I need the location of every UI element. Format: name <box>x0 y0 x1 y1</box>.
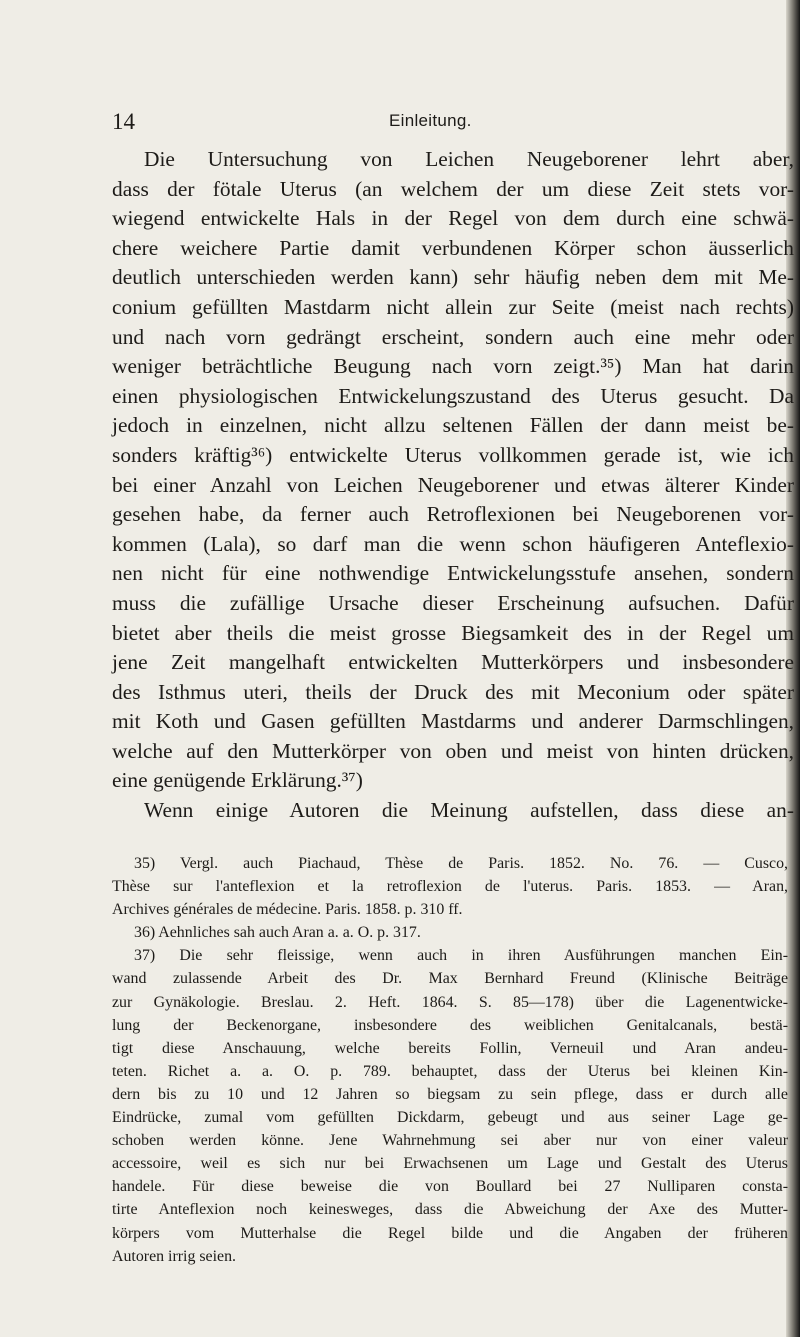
body-line: Wenn einige Autoren die Meinung aufstellen, dass diese an- <box>144 798 794 823</box>
footnote-line: zur Gynäkologie. Breslau. 2. Heft. 1864. S. 85—178) über die Lagenentwicke- <box>112 993 788 1011</box>
footnote-line: Eindrücke, zumal vom gefüllten Dickdarm, gebeugt und aus seiner Lage ge- <box>112 1109 788 1127</box>
body-line: welche auf den Mutterkörper von oben und meist von hinten drücken, <box>112 738 794 763</box>
footnote-line: tigt diese Anschauung, welche bereits Follin, Verneuil und Aran andeu- <box>112 1039 788 1057</box>
body-text <box>112 145 794 826</box>
body-line: nen nicht für eine nothwendige Entwickelungsstufe ansehen, sondern <box>112 561 794 586</box>
body-line: conium gefüllten Mastdarm nicht allein zur Seite (meist nach rechts) <box>112 294 794 319</box>
footnote-line: schoben werden könne. Jene Wahrnehmung sei aber nur von einer valeur <box>112 1132 788 1150</box>
footnote-line: tirte Anteflexion noch keinesweges, dass die Abweichung der Axe des Mutter- <box>112 1201 788 1219</box>
running-head: Einleitung. <box>389 111 472 130</box>
footnote-line: Thèse sur l'anteflexion et la retroflexion de l'uterus. Paris. 1853. — Aran, <box>112 878 788 896</box>
body-line: Die Untersuchung von Leichen Neugeborener lehrt aber, <box>144 147 794 171</box>
footnote-line: körpers vom Mutterhalse die Regel bilde und die Angaben der früheren <box>112 1224 788 1242</box>
body-line: gesehen habe, da ferner auch Retroflexionen bei Neugeborenen vor- <box>112 502 794 527</box>
body-line: eine genügende Erklärung.³⁷) <box>112 768 363 793</box>
footnote-line: handele. Für diese beweise die von Boullard bei 27 Nulliparen consta- <box>112 1178 788 1196</box>
body-line: einen physiologischen Entwickelungszustand des Uterus gesucht. Da <box>112 383 794 408</box>
footnote-line: Autoren irrig seien. <box>112 1247 236 1265</box>
body-line: sonders kräftig³⁶) entwickelte Uterus vollkommen gerade ist, wie ich <box>112 442 794 467</box>
body-line: muss die zufällige Ursache dieser Erscheinung aufsuchen. Dafür <box>112 590 794 615</box>
body-line: wiegend entwickelte Hals in der Regel von dem durch eine schwä- <box>112 206 794 231</box>
body-line: chere weichere Partie damit verbundenen Körper schon äusserlich <box>112 235 794 260</box>
body-line: jene Zeit mangelhaft entwickelten Mutterkörpers und insbesondere <box>112 650 794 675</box>
footnote-line: accessoire, weil es sich nur bei Erwachsenen um Lage und Gestalt des Uterus <box>112 1155 788 1173</box>
body-line: bietet aber theils die meist grosse Biegsamkeit des in der Regel um <box>112 620 794 645</box>
body-line: weniger beträchtliche Beugung nach vorn zeigt.³⁵) Man hat darin <box>112 354 794 379</box>
body-line: mit Koth und Gasen gefüllten Mastdarms und anderer Darmschlingen, <box>112 709 794 734</box>
footnote-line: 37) Die sehr fleissige, wenn auch in ihren Ausführungen manchen Ein- <box>134 947 788 965</box>
footnote-line: lung der Beckenorgane, insbesondere des weiblichen Genitalcanals, bestä- <box>112 1016 788 1034</box>
footnote-line: 36) Aehnliches sah auch Aran a. a. O. p. 317. <box>134 924 421 942</box>
body-line: dass der fötale Uterus (an welchem der um diese Zeit stets vor- <box>112 176 794 201</box>
body-line: und nach vorn gedrängt erscheint, sondern auch eine mehr oder <box>112 324 794 349</box>
footnote-line: Archives générales de médecine. Paris. 1858. p. 310 ff. <box>112 901 463 919</box>
body-line: kommen (Lala), so darf man die wenn schon häufigeren Anteflexio- <box>112 531 794 556</box>
body-line: deutlich unterschieden werden kann) sehr häufig neben dem mit Me- <box>112 265 794 290</box>
body-line: des Isthmus uteri, theils der Druck des mit Meconium oder später <box>112 679 794 704</box>
footnote-line: dern bis zu 10 und 12 Jahren so biegsam zu sein pflege, dass er durch alle <box>112 1085 788 1103</box>
body-line: jedoch in einzelnen, nicht allzu seltenen Fällen der dann meist be- <box>112 413 794 438</box>
footnote-line: teten. Richet a. a. O. p. 789. behauptet, dass der Uterus bei kleinen Kin- <box>112 1062 788 1080</box>
footnotes <box>112 852 788 1268</box>
body-line: bei einer Anzahl von Leichen Neugeborener und etwas älterer Kinder <box>112 472 794 497</box>
footnote-line: wand zulassende Arbeit des Dr. Max Bernhard Freund (Klinische Beiträge <box>112 970 788 988</box>
footnote-line: 35) Vergl. auch Piachaud, Thèse de Paris. 1852. No. 76. — Cusco, <box>134 855 788 872</box>
page-number: 14 <box>112 109 135 134</box>
